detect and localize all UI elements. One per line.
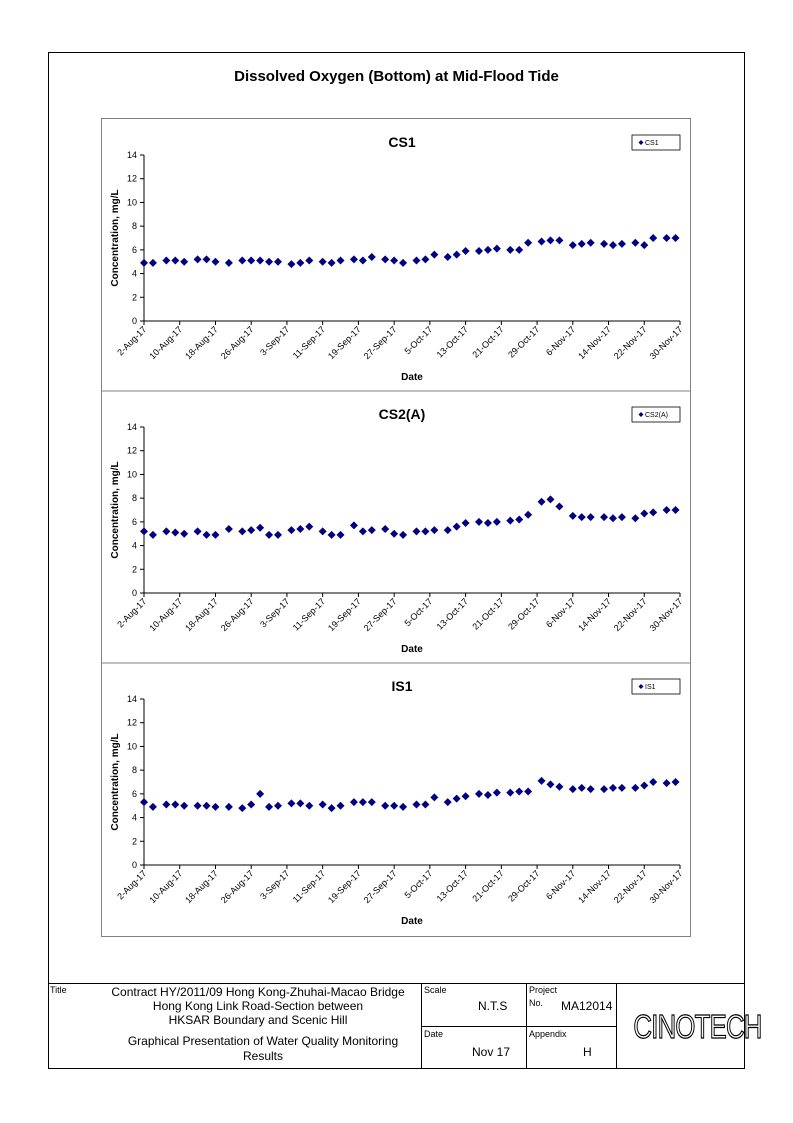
- chart-0-data-point: [350, 255, 358, 263]
- appendix-label: Appendix: [529, 1029, 567, 1039]
- chart-1-x-tick-label: 14-Nov-17: [576, 596, 613, 634]
- chart-2-x-tick-label: 2-Aug-17: [115, 868, 149, 902]
- chart-1-data-point: [180, 530, 188, 538]
- chart-2-data-point: [287, 799, 295, 807]
- chart-1-data-point: [287, 526, 295, 534]
- chart-2-y-tick-label: 8: [131, 765, 137, 776]
- project-title-line-1: Contract HY/2011/09 Hong Kong-Zhuhai-Macao Bridge: [111, 985, 405, 999]
- chart-0-data-point: [203, 255, 211, 263]
- chart-0-data-point: [618, 240, 626, 248]
- chart-2-data-point: [640, 782, 648, 790]
- project-label: Project: [529, 985, 558, 995]
- chart-0-data-point: [631, 239, 639, 247]
- chart-1-data-point: [640, 510, 648, 518]
- chart-1-data-point: [538, 498, 546, 506]
- chart-0-data-point: [421, 255, 429, 263]
- chart-1-data-point: [328, 531, 336, 539]
- chart-0-x-tick-label: 5-Oct-17: [402, 324, 435, 357]
- chart-1-data-point: [453, 523, 461, 531]
- chart-2-data-point: [337, 802, 345, 810]
- chart-1-data-point: [412, 527, 420, 535]
- chart-0-title: CS1: [388, 134, 416, 150]
- chart-1-x-tick-label: 6-Nov-17: [543, 596, 578, 630]
- chart-panel: [110, 134, 684, 383]
- chart-2-data-point: [462, 792, 470, 800]
- chart-1-data-point: [493, 518, 501, 526]
- cinotech-logo: CINOTECH: [633, 1008, 762, 1045]
- title-block: [48, 983, 762, 1069]
- chart-1-x-tick-label: 5-Oct-17: [402, 596, 435, 629]
- chart-1-data-point: [462, 519, 470, 527]
- chart-2-x-tick-label: 5-Oct-17: [402, 868, 435, 901]
- chart-1-data-point: [649, 508, 657, 516]
- chart-1-data-point: [524, 511, 532, 519]
- chart-1-x-tick-label: 3-Sep-17: [258, 596, 292, 630]
- chart-panel: [110, 678, 684, 927]
- no-label: No.: [529, 998, 544, 1008]
- chart-1-x-tick-label: 11-Sep-17: [290, 596, 328, 633]
- chart-0-data-point: [287, 260, 295, 268]
- chart-0-data-point: [328, 259, 336, 267]
- chart-2-x-tick-label: 6-Nov-17: [543, 868, 578, 902]
- chart-2-data-point: [256, 790, 264, 798]
- chart-2-data-point: [484, 791, 492, 799]
- chart-0-x-tick-label: 13-Oct-17: [434, 324, 471, 360]
- appendix-value: H: [583, 1045, 592, 1059]
- chart-2-data-point: [587, 785, 595, 793]
- chart-2-x-tick-label: 21-Oct-17: [470, 868, 506, 904]
- chart-2-data-point: [296, 799, 304, 807]
- chart-1-data-point: [555, 502, 563, 510]
- chart-0-data-point: [640, 241, 648, 249]
- chart-1-data-point: [546, 495, 554, 503]
- chart-2-data-point: [493, 789, 501, 797]
- chart-0-data-point: [672, 234, 680, 242]
- chart-0-data-point: [444, 253, 452, 261]
- drawing-subtitle-line-1: Graphical Presentation of Water Quality Monitoring: [127, 1034, 399, 1048]
- drawing-subtitle-line-2: Results: [242, 1049, 283, 1063]
- chart-1-data-point: [578, 513, 586, 521]
- chart-1-data-point: [350, 521, 358, 529]
- chart-2-data-point: [162, 801, 170, 809]
- chart-0-data-point: [524, 239, 532, 247]
- chart-0-x-tick-label: 22-Nov-17: [611, 324, 649, 362]
- chart-0-x-tick-label: 30-Nov-17: [647, 324, 685, 362]
- chart-0-x-tick-label: 11-Sep-17: [290, 324, 328, 361]
- chart-0-x-tick-label: 14-Nov-17: [576, 324, 613, 362]
- chart-2-data-point: [171, 801, 179, 809]
- chart-1-data-point: [430, 526, 438, 534]
- chart-1-data-point: [515, 515, 523, 523]
- chart-1-x-tick-label: 27-Sep-17: [361, 596, 399, 634]
- chart-1-data-point: [506, 517, 514, 525]
- chart-2-data-point: [421, 801, 429, 809]
- chart-0-data-point: [569, 241, 577, 249]
- chart-2-data-point: [412, 801, 420, 809]
- title-label: Title: [50, 985, 67, 995]
- chart-1-data-point: [475, 518, 483, 526]
- chart-2-y-tick-label: 6: [131, 788, 137, 799]
- chart-2-data-point: [618, 784, 626, 792]
- chart-0-data-point: [649, 234, 657, 242]
- chart-2-data-point: [444, 798, 452, 806]
- chart-1-data-point: [265, 531, 273, 539]
- chart-1-data-point: [421, 527, 429, 535]
- chart-0-data-point: [515, 246, 523, 254]
- chart-1-y-tick-label: 14: [126, 422, 137, 432]
- chart-0-data-point: [149, 259, 157, 267]
- chart-0-x-axis-label: Date: [401, 372, 423, 383]
- chart-1-x-tick-label: 10-Aug-17: [147, 596, 185, 634]
- chart-2-title: IS1: [391, 678, 413, 694]
- scale-label: Scale: [424, 985, 447, 995]
- chart-2-data-point: [578, 784, 586, 792]
- chart-1-data-point: [319, 527, 327, 535]
- chart-0-y-tick-label: 6: [131, 244, 137, 255]
- chart-0-x-tick-label: 10-Aug-17: [147, 324, 185, 362]
- chart-2-y-axis-label: Concentration, mg/L: [110, 733, 121, 831]
- chart-2-data-point: [381, 802, 389, 810]
- chart-2-x-tick-label: 27-Sep-17: [361, 868, 399, 906]
- chart-1-data-point: [609, 514, 617, 522]
- chart-2-data-point: [140, 798, 148, 806]
- chart-2-data-point: [506, 789, 514, 797]
- date-value: Nov 17: [472, 1045, 511, 1059]
- chart-0-data-point: [305, 257, 313, 265]
- chart-2-data-point: [672, 778, 680, 786]
- chart-1-data-point: [337, 531, 345, 539]
- chart-2-y-tick-label: 12: [126, 717, 137, 728]
- chart-2-x-tick-label: 13-Oct-17: [434, 868, 471, 904]
- chart-2-data-point: [359, 798, 367, 806]
- chart-2-x-tick-label: 18-Aug-17: [183, 868, 220, 906]
- chart-0-data-point: [390, 257, 398, 265]
- chart-2-y-tick-label: 10: [126, 741, 137, 752]
- chart-0-data-point: [194, 255, 202, 263]
- chart-panel: [110, 406, 684, 655]
- chart-0-data-point: [663, 234, 671, 242]
- chart-2-data-point: [247, 801, 255, 809]
- chart-1-data-point: [631, 514, 639, 522]
- page-title: Dissolved Oxygen (Bottom) at Mid-Flood Tide: [234, 68, 559, 85]
- chart-0-data-point: [171, 257, 179, 265]
- chart-0-data-point: [506, 246, 514, 254]
- chart-1-data-point: [203, 531, 211, 539]
- chart-2-data-point: [569, 785, 577, 793]
- chart-1-x-tick-label: 22-Nov-17: [611, 596, 649, 634]
- project-title-line-3: HKSAR Boundary and Scenic Hill: [168, 1013, 348, 1027]
- chart-1-y-tick-label: 2: [131, 564, 137, 575]
- chart-2-data-point: [430, 793, 438, 801]
- chart-1-data-point: [672, 506, 680, 514]
- chart-2-x-tick-label: 19-Sep-17: [326, 868, 363, 906]
- chart-2-x-tick-label: 3-Sep-17: [258, 868, 292, 902]
- chart-panels: [101, 118, 691, 937]
- chart-0-data-point: [587, 239, 595, 247]
- chart-1-x-tick-label: 30-Nov-17: [647, 596, 685, 634]
- chart-1-data-point: [390, 530, 398, 538]
- chart-0-data-point: [475, 247, 483, 255]
- chart-0-x-tick-label: 2-Aug-17: [115, 324, 149, 358]
- chart-0-data-point: [381, 255, 389, 263]
- chart-0-y-tick-label: 10: [126, 197, 137, 208]
- chart-0-y-tick-label: 12: [126, 173, 137, 184]
- chart-0-data-point: [600, 240, 608, 248]
- chart-1-y-tick-label: 6: [131, 516, 137, 527]
- chart-2-data-point: [475, 790, 483, 798]
- chart-2-data-point: [524, 787, 532, 795]
- chart-2-data-point: [328, 804, 336, 812]
- chart-1-data-point: [247, 526, 255, 534]
- chart-0-data-point: [609, 241, 617, 249]
- chart-0-data-point: [180, 258, 188, 266]
- chart-1-data-point: [238, 527, 246, 535]
- chart-1-data-point: [444, 526, 452, 534]
- chart-2-x-tick-label: 30-Nov-17: [647, 868, 685, 906]
- chart-0-data-point: [247, 257, 255, 265]
- chart-2-y-tick-label: 0: [131, 860, 137, 870]
- chart-1-data-point: [381, 525, 389, 533]
- chart-1-data-point: [140, 527, 148, 535]
- chart-1-data-point: [484, 519, 492, 527]
- chart-2-data-point: [600, 785, 608, 793]
- chart-0-y-axis-label: Concentration, mg/L: [110, 189, 121, 287]
- chart-0-data-point: [319, 258, 327, 266]
- chart-2-data-point: [203, 802, 211, 810]
- chart-0-data-point: [238, 257, 246, 265]
- chart-2-data-point: [390, 802, 398, 810]
- chart-1-data-point: [274, 531, 282, 539]
- chart-0-data-point: [430, 251, 438, 259]
- chart-0-data-point: [462, 247, 470, 255]
- chart-1-x-tick-label: 18-Aug-17: [183, 596, 220, 634]
- chart-2-legend-label: IS1: [645, 684, 656, 691]
- chart-1-y-tick-label: 0: [131, 588, 137, 598]
- chart-2-data-point: [399, 803, 407, 811]
- chart-2-data-point: [546, 780, 554, 788]
- date-label: Date: [424, 1029, 444, 1039]
- chart-2-data-point: [649, 778, 657, 786]
- chart-2-x-tick-label: 14-Nov-17: [576, 868, 613, 906]
- chart-2-data-point: [663, 779, 671, 787]
- chart-2-y-tick-label: 4: [131, 812, 137, 823]
- chart-1-y-axis-label: Concentration, mg/L: [110, 461, 121, 559]
- chart-1-data-point: [368, 526, 376, 534]
- chart-2-data-point: [225, 803, 233, 811]
- chart-1-data-point: [194, 527, 202, 535]
- chart-0-data-point: [412, 257, 420, 265]
- chart-2-y-tick-label: 2: [131, 836, 137, 847]
- chart-0-x-tick-label: 21-Oct-17: [470, 324, 506, 360]
- chart-2-data-point: [319, 801, 327, 809]
- chart-0-y-tick-label: 14: [126, 150, 137, 160]
- chart-0-data-point: [296, 259, 304, 267]
- chart-0-data-point: [162, 257, 170, 265]
- chart-2-data-point: [368, 798, 376, 806]
- chart-2-data-point: [305, 802, 313, 810]
- charts-svg: [102, 119, 690, 936]
- chart-0-legend-label: CS1: [645, 140, 659, 147]
- chart-1-data-point: [225, 525, 233, 533]
- chart-2-data-point: [555, 783, 563, 791]
- chart-1-title: CS2(A): [378, 406, 426, 422]
- chart-0-data-point: [274, 258, 282, 266]
- chart-1-data-point: [359, 527, 367, 535]
- chart-1-data-point: [618, 513, 626, 521]
- chart-0-data-point: [538, 238, 546, 246]
- chart-1-data-point: [587, 513, 595, 521]
- chart-1-data-point: [663, 506, 671, 514]
- chart-2-x-tick-label: 10-Aug-17: [147, 868, 185, 906]
- chart-0-data-point: [265, 258, 273, 266]
- chart-2-data-point: [274, 802, 282, 810]
- project-title-line-2: Hong Kong Link Road-Section between: [152, 999, 364, 1013]
- chart-2-data-point: [453, 795, 461, 803]
- chart-0-data-point: [546, 236, 554, 244]
- chart-1-x-tick-label: 26-Aug-17: [218, 596, 256, 634]
- chart-0-x-tick-label: 6-Nov-17: [543, 324, 578, 358]
- chart-1-y-tick-label: 4: [131, 540, 137, 551]
- chart-1-x-tick-label: 21-Oct-17: [470, 596, 506, 632]
- chart-1-data-point: [399, 531, 407, 539]
- chart-0-data-point: [337, 257, 345, 265]
- chart-1-data-point: [162, 527, 170, 535]
- chart-2-data-point: [350, 798, 358, 806]
- chart-0-data-point: [493, 245, 501, 253]
- chart-1-x-tick-label: 13-Oct-17: [434, 596, 471, 632]
- chart-1-data-point: [171, 529, 179, 537]
- chart-0-data-point: [368, 253, 376, 261]
- chart-2-data-point: [238, 804, 246, 812]
- chart-0-data-point: [256, 257, 264, 265]
- project-number: MA12014: [561, 999, 613, 1013]
- chart-2-y-tick-label: 14: [126, 694, 137, 704]
- chart-1-y-tick-label: 12: [126, 445, 137, 456]
- chart-0-data-point: [578, 240, 586, 248]
- chart-1-x-axis-label: Date: [401, 644, 423, 655]
- chart-2-data-point: [194, 802, 202, 810]
- chart-1-y-tick-label: 10: [126, 469, 137, 480]
- chart-0-x-tick-label: 26-Aug-17: [218, 324, 256, 362]
- chart-0-x-tick-label: 19-Sep-17: [326, 324, 363, 362]
- chart-2-x-tick-label: 29-Oct-17: [506, 868, 542, 904]
- chart-2-x-tick-label: 11-Sep-17: [290, 868, 328, 905]
- chart-1-x-tick-label: 19-Sep-17: [326, 596, 363, 634]
- chart-1-legend-label: CS2(A): [645, 412, 668, 419]
- chart-0-data-point: [211, 258, 219, 266]
- chart-0-x-tick-label: 18-Aug-17: [183, 324, 220, 362]
- chart-1-data-point: [600, 513, 608, 521]
- chart-1-x-tick-label: 29-Oct-17: [506, 596, 542, 632]
- chart-1-x-tick-label: 2-Aug-17: [115, 596, 149, 630]
- chart-2-x-axis-label: Date: [401, 916, 423, 927]
- chart-0-data-point: [555, 236, 563, 244]
- chart-1-data-point: [211, 531, 219, 539]
- chart-0-x-tick-label: 3-Sep-17: [258, 324, 292, 358]
- chart-2-data-point: [265, 803, 273, 811]
- chart-0-data-point: [140, 259, 148, 267]
- chart-2-x-tick-label: 22-Nov-17: [611, 868, 649, 906]
- chart-2-data-point: [211, 803, 219, 811]
- chart-2-data-point: [149, 803, 157, 811]
- chart-0-y-tick-label: 2: [131, 292, 137, 303]
- chart-2-data-point: [180, 802, 188, 810]
- chart-1-data-point: [569, 512, 577, 520]
- chart-2-data-point: [609, 784, 617, 792]
- scale-value: N.T.S: [478, 999, 508, 1013]
- chart-1-data-point: [149, 531, 157, 539]
- chart-0-y-tick-label: 0: [131, 316, 137, 326]
- chart-1-y-tick-label: 8: [131, 493, 137, 504]
- chart-0-data-point: [453, 251, 461, 259]
- chart-0-data-point: [225, 259, 233, 267]
- chart-2-data-point: [538, 777, 546, 785]
- chart-2-data-point: [515, 787, 523, 795]
- chart-0-data-point: [359, 257, 367, 265]
- chart-1-data-point: [256, 524, 264, 532]
- chart-1-data-point: [296, 525, 304, 533]
- chart-0-x-tick-label: 27-Sep-17: [361, 324, 399, 362]
- chart-2-data-point: [631, 784, 639, 792]
- chart-0-data-point: [399, 259, 407, 267]
- chart-0-data-point: [484, 246, 492, 254]
- chart-0-y-tick-label: 4: [131, 268, 137, 279]
- chart-1-data-point: [305, 523, 313, 531]
- chart-0-x-tick-label: 29-Oct-17: [506, 324, 542, 360]
- chart-0-y-tick-label: 8: [131, 221, 137, 232]
- chart-2-x-tick-label: 26-Aug-17: [218, 868, 256, 906]
